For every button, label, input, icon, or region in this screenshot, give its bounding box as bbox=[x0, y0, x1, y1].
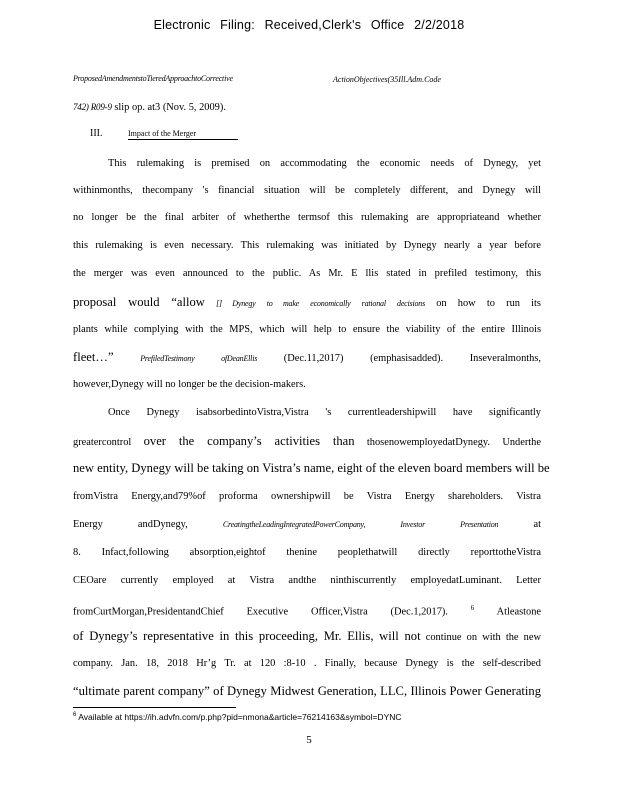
p1-line-5: the merger was even announced to the public. As Mr. E llis stated in prefiled testimony, this bbox=[73, 268, 541, 279]
presentation-word: Presentation bbox=[460, 520, 499, 529]
quote-rational: rational bbox=[361, 299, 386, 308]
p1-line-9: however,Dynegy will no longer be the decision-makers. bbox=[73, 379, 306, 390]
p1-line-1: This rulemaking is premised on accommodating the economic needs of Dynegy, yet bbox=[108, 158, 541, 169]
section-title: Impact of the Merger bbox=[128, 129, 238, 140]
presentation-title: CreatingtheLeadingIntegratedPowerCompany, bbox=[222, 520, 366, 529]
quote-to-make: to make bbox=[266, 299, 300, 308]
footnote-ref-6: 6 bbox=[470, 604, 475, 612]
p1-line-8 bbox=[73, 350, 541, 366]
citation-line-1 bbox=[73, 72, 541, 86]
section-heading bbox=[90, 128, 238, 140]
p2-line-8 bbox=[73, 601, 541, 619]
p1-line-3: no longer be the final arbiter of whetherthe termsof this rulemaking are appropriateand whether bbox=[73, 212, 541, 223]
p2-line-4: fromVistra Energy,and79%of proforma ownershipwill be Vistra Energy shareholders. Vistra bbox=[73, 491, 541, 502]
p1-line-6-tail: on how to run its bbox=[436, 298, 541, 309]
p1-line-8-rest: (Dec.11,2017) (emphasisadded). Inseveralmonths, bbox=[283, 353, 541, 364]
p2-line-3: new entity, Dynegy will be taking on Vistra’s name, eight of the eleven board members will be bbox=[73, 461, 550, 475]
p1-line-2-text: withinmonths, thecompany 's financial situation will be completely different, and Dynegy will bbox=[73, 185, 541, 196]
investor-word: Investor bbox=[400, 520, 426, 529]
dean-ellis-ref: ofDeanEllis bbox=[221, 354, 258, 363]
p1-line-4: this rulemaking is even necessary. This rulemaking was initiated by Dynegy nearly a year before bbox=[73, 240, 541, 251]
p2-line-2 bbox=[73, 434, 541, 450]
p2-line-5 bbox=[73, 518, 541, 532]
p2-line-9-a: of Dynegy’s representative in this proceeding, Mr. Ellis, will not bbox=[73, 629, 421, 643]
citation-slip: slip op. at3 (Nov. 5, 2009). bbox=[111, 102, 226, 113]
electronic-filing-header: Electronic Filing: Received,Clerk's Office 2/2/2018 bbox=[153, 18, 465, 32]
p2-line-1: Once Dynegy isabsorbedintoVistra,Vistra 's currentleadershipwill have significantly bbox=[108, 407, 541, 418]
footnote-rule bbox=[73, 707, 236, 708]
p2-line-9-b: continue on with the new bbox=[425, 632, 541, 643]
prefiled-testimony-ref: PrefiledTestimony bbox=[140, 354, 195, 363]
p2-line-10: company. Jan. 18, 2018 Hr’g Tr. at 120 :8-10 . Finally, because Dynegy is the self-described bbox=[73, 658, 541, 669]
footnote-marker: 6 bbox=[73, 712, 77, 719]
quote-economically: economically bbox=[310, 299, 351, 308]
p1-line-2 bbox=[73, 184, 541, 198]
footnote-text: Available at https://ih.advfn.com/p.php?pid=nmona&article=76214163&symbol=DYNC bbox=[76, 712, 402, 722]
p2-line-5-a: Energy andDynegy, bbox=[73, 519, 188, 530]
p2-line-8-b: Atleastone bbox=[496, 606, 541, 618]
p1-line-6 bbox=[73, 295, 541, 311]
p2-line-2-c: thosenowemployedatDynegy. Underthe bbox=[366, 437, 541, 448]
p2-line-2-b: over the company’s activities than bbox=[143, 434, 355, 448]
p2-line-11: “ultimate parent company” of Dynegy Midwest Generation, LLC, Illinois Power Generating bbox=[73, 684, 541, 698]
citation-left: ProposedAmendmentstoTieredApproachtoCorrective bbox=[73, 74, 233, 83]
p1-line-7: plants while complying with the MPS, which will help to ensure the viability of the entire Illinois bbox=[73, 324, 541, 335]
p1-line-8-lead: fleet…” bbox=[73, 350, 114, 364]
p2-line-8-a: fromCurtMorgan,PresidentandChief Executive Officer,Vistra (Dec.1,2017). bbox=[73, 606, 448, 618]
section-number: III. bbox=[90, 128, 103, 139]
citation-line-2 bbox=[73, 100, 541, 115]
quote-dynegy: [] Dynegy bbox=[216, 299, 256, 308]
citation-docket: 742) R09-9 bbox=[73, 102, 112, 112]
p2-line-6: 8. Infact,following absorption,eightof thenine peoplethatwill directly reporttotheVistra bbox=[73, 547, 541, 558]
p2-line-7: CEOare currently employed at Vistra andthe ninthiscurrently employedatLuminant. Letter bbox=[73, 575, 541, 586]
p1-line-6-lead: proposal would “allow bbox=[73, 295, 205, 309]
p2-line-9 bbox=[73, 629, 541, 645]
p2-line-2-a: greatercontrol bbox=[73, 437, 132, 448]
footnote bbox=[73, 712, 402, 722]
citation-right: ActionObjectives(35Ill.Adm.Code bbox=[333, 75, 441, 84]
page-number: 5 bbox=[306, 734, 312, 746]
quote-decisions: decisions bbox=[397, 299, 426, 308]
at-word: at bbox=[533, 519, 541, 530]
